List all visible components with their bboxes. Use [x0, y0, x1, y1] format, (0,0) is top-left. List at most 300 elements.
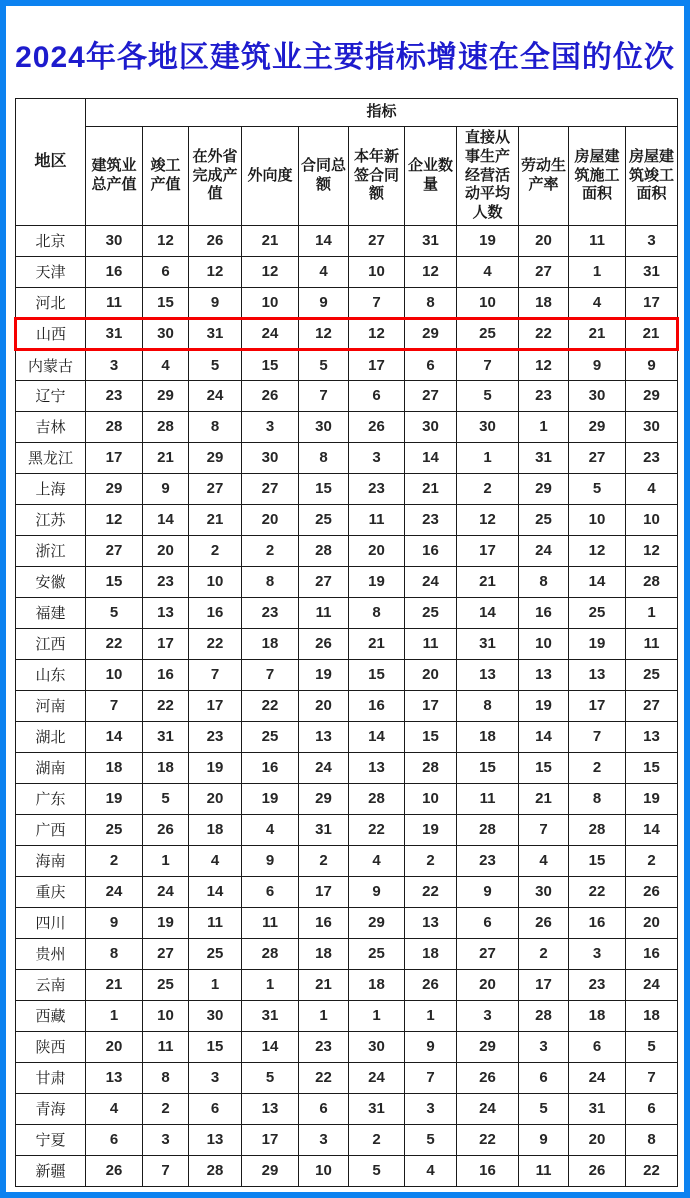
rank-cell: 22 [405, 876, 457, 907]
rank-cell: 17 [457, 535, 519, 566]
region-cell: 福建 [16, 597, 86, 628]
rank-cell: 31 [626, 256, 678, 287]
table-row [16, 535, 678, 566]
rank-cell: 31 [569, 1093, 626, 1124]
rank-cell: 18 [405, 938, 457, 969]
rank-cell: 16 [626, 938, 678, 969]
rank-cell: 8 [189, 411, 242, 442]
rank-cell: 13 [242, 1093, 299, 1124]
rank-cell: 8 [242, 566, 299, 597]
rank-cell: 21 [189, 504, 242, 535]
rank-cell: 4 [349, 845, 405, 876]
rank-cell: 22 [86, 628, 143, 659]
rank-cell: 14 [143, 504, 189, 535]
rank-cell: 10 [519, 628, 569, 659]
rank-cell: 2 [143, 1093, 189, 1124]
rank-cell: 12 [299, 318, 349, 349]
rank-cell: 25 [569, 597, 626, 628]
rank-cell: 24 [299, 752, 349, 783]
rank-cell: 13 [405, 907, 457, 938]
rank-cell: 13 [189, 1124, 242, 1155]
rank-cell: 5 [143, 783, 189, 814]
rank-cell: 29 [626, 380, 678, 411]
region-cell: 贵州 [16, 938, 86, 969]
rank-cell: 22 [626, 1155, 678, 1186]
rank-cell: 10 [405, 783, 457, 814]
rank-cell: 8 [405, 287, 457, 318]
table-row [16, 442, 678, 473]
rank-cell: 26 [349, 411, 405, 442]
rank-cell: 22 [299, 1062, 349, 1093]
rank-cell: 1 [519, 411, 569, 442]
rank-cell: 19 [299, 659, 349, 690]
region-cell: 甘肃 [16, 1062, 86, 1093]
rank-cell: 31 [519, 442, 569, 473]
rank-cell: 27 [405, 380, 457, 411]
region-cell: 广东 [16, 783, 86, 814]
rank-cell: 29 [569, 411, 626, 442]
table-header [16, 99, 678, 226]
rank-cell: 12 [457, 504, 519, 535]
rank-cell: 30 [519, 876, 569, 907]
table-row [16, 938, 678, 969]
rank-cell: 1 [242, 969, 299, 1000]
region-cell: 湖北 [16, 721, 86, 752]
rank-cell: 25 [349, 938, 405, 969]
region-cell: 云南 [16, 969, 86, 1000]
rank-cell: 11 [86, 287, 143, 318]
rank-cell: 28 [189, 1155, 242, 1186]
rank-cell: 16 [349, 690, 405, 721]
rank-cell: 15 [569, 845, 626, 876]
rank-cell: 7 [143, 1155, 189, 1186]
rank-cell: 19 [457, 225, 519, 256]
rank-cell: 30 [349, 1031, 405, 1062]
table-row [16, 907, 678, 938]
rank-cell: 20 [143, 535, 189, 566]
rank-cell: 21 [626, 318, 678, 349]
rank-cell: 4 [189, 845, 242, 876]
rank-cell: 18 [189, 814, 242, 845]
rank-cell: 11 [626, 628, 678, 659]
rank-cell: 9 [519, 1124, 569, 1155]
rank-cell: 23 [143, 566, 189, 597]
region-cell: 江西 [16, 628, 86, 659]
rank-cell: 9 [299, 287, 349, 318]
rank-cell: 15 [519, 752, 569, 783]
rank-cell: 11 [143, 1031, 189, 1062]
column-header: 本年新签合同额 [349, 127, 405, 226]
rank-cell: 26 [299, 628, 349, 659]
column-header: 在外省完成产值 [189, 127, 242, 226]
rank-cell: 22 [519, 318, 569, 349]
rank-cell: 13 [519, 659, 569, 690]
rank-cell: 4 [626, 473, 678, 504]
rank-cell: 15 [626, 752, 678, 783]
rank-cell: 5 [569, 473, 626, 504]
rank-cell: 30 [189, 1000, 242, 1031]
rank-cell: 31 [457, 628, 519, 659]
rank-cell: 29 [519, 473, 569, 504]
rank-cell: 21 [405, 473, 457, 504]
rank-cell: 24 [189, 380, 242, 411]
region-cell: 宁夏 [16, 1124, 86, 1155]
rank-cell: 23 [299, 1031, 349, 1062]
rank-cell: 8 [299, 442, 349, 473]
rank-cell: 25 [626, 659, 678, 690]
table-row [16, 969, 678, 1000]
rank-cell: 1 [349, 1000, 405, 1031]
rank-cell: 28 [299, 535, 349, 566]
rank-cell: 30 [242, 442, 299, 473]
rank-cell: 15 [457, 752, 519, 783]
column-header: 企业数量 [405, 127, 457, 226]
rank-cell: 15 [143, 287, 189, 318]
column-header-row [16, 127, 678, 226]
rank-cell: 3 [86, 349, 143, 380]
rank-cell: 24 [519, 535, 569, 566]
rank-cell: 13 [457, 659, 519, 690]
rankings-table [14, 98, 679, 1187]
rank-cell: 14 [626, 814, 678, 845]
rank-cell: 23 [626, 442, 678, 473]
region-cell: 北京 [16, 225, 86, 256]
rank-cell: 31 [242, 1000, 299, 1031]
table-row [16, 318, 678, 349]
rank-cell: 25 [189, 938, 242, 969]
rank-cell: 2 [626, 845, 678, 876]
rank-cell: 15 [349, 659, 405, 690]
rank-cell: 18 [143, 752, 189, 783]
rank-cell: 23 [519, 380, 569, 411]
table-row [16, 1062, 678, 1093]
rank-cell: 16 [189, 597, 242, 628]
rank-cell: 11 [349, 504, 405, 535]
rank-cell: 16 [242, 752, 299, 783]
rank-cell: 30 [86, 225, 143, 256]
rank-cell: 24 [242, 318, 299, 349]
rank-cell: 14 [405, 442, 457, 473]
rank-cell: 15 [86, 566, 143, 597]
rank-cell: 4 [242, 814, 299, 845]
rank-cell: 23 [349, 473, 405, 504]
rank-cell: 30 [569, 380, 626, 411]
rank-cell: 6 [405, 349, 457, 380]
rank-cell: 13 [299, 721, 349, 752]
rank-cell: 7 [242, 659, 299, 690]
rank-cell: 23 [189, 721, 242, 752]
rank-cell: 25 [143, 969, 189, 1000]
table-row [16, 628, 678, 659]
table-row [16, 1031, 678, 1062]
rank-cell: 14 [519, 721, 569, 752]
rank-cell: 29 [457, 1031, 519, 1062]
rank-cell: 22 [143, 690, 189, 721]
rank-cell: 24 [405, 566, 457, 597]
rank-cell: 18 [349, 969, 405, 1000]
rank-cell: 22 [242, 690, 299, 721]
region-header-cell: 地区 [16, 99, 86, 226]
rank-cell: 5 [86, 597, 143, 628]
rank-cell: 29 [143, 380, 189, 411]
column-header: 房屋建筑施工面积 [569, 127, 626, 226]
rank-cell: 18 [299, 938, 349, 969]
rank-cell: 21 [299, 969, 349, 1000]
rank-cell: 2 [349, 1124, 405, 1155]
rank-cell: 9 [86, 907, 143, 938]
rank-cell: 29 [189, 442, 242, 473]
rank-cell: 28 [405, 752, 457, 783]
rank-cell: 9 [405, 1031, 457, 1062]
rank-cell: 21 [349, 628, 405, 659]
rank-cell: 3 [189, 1062, 242, 1093]
region-cell: 青海 [16, 1093, 86, 1124]
rank-cell: 3 [349, 442, 405, 473]
table-row [16, 814, 678, 845]
rank-cell: 2 [457, 473, 519, 504]
rank-cell: 8 [569, 783, 626, 814]
rank-cell: 5 [299, 349, 349, 380]
rank-cell: 14 [242, 1031, 299, 1062]
rank-cell: 26 [457, 1062, 519, 1093]
rank-cell: 14 [569, 566, 626, 597]
rank-cell: 27 [86, 535, 143, 566]
table-row [16, 597, 678, 628]
rank-cell: 16 [299, 907, 349, 938]
region-cell: 河南 [16, 690, 86, 721]
column-header: 合同总额 [299, 127, 349, 226]
rank-cell: 6 [349, 380, 405, 411]
rank-cell: 11 [299, 597, 349, 628]
region-cell: 海南 [16, 845, 86, 876]
table-row [16, 380, 678, 411]
rank-cell: 28 [143, 411, 189, 442]
rank-cell: 20 [86, 1031, 143, 1062]
rank-cell: 20 [299, 690, 349, 721]
rank-cell: 14 [86, 721, 143, 752]
rank-cell: 10 [299, 1155, 349, 1186]
rank-cell: 3 [143, 1124, 189, 1155]
rank-cell: 17 [299, 876, 349, 907]
rank-cell: 11 [519, 1155, 569, 1186]
rank-cell: 2 [569, 752, 626, 783]
rank-cell: 9 [569, 349, 626, 380]
rank-cell: 5 [405, 1124, 457, 1155]
page-title: 2024年各地区建筑业主要指标增速在全国的位次 [15, 41, 675, 74]
rank-cell: 17 [626, 287, 678, 318]
rank-cell: 3 [626, 225, 678, 256]
rank-cell: 12 [242, 256, 299, 287]
rank-cell: 17 [405, 690, 457, 721]
rank-cell: 26 [189, 225, 242, 256]
region-cell: 安徽 [16, 566, 86, 597]
rank-cell: 11 [242, 907, 299, 938]
region-cell: 湖南 [16, 752, 86, 783]
rank-cell: 6 [86, 1124, 143, 1155]
rank-cell: 14 [299, 225, 349, 256]
rank-cell: 30 [405, 411, 457, 442]
rank-cell: 7 [626, 1062, 678, 1093]
region-cell: 陕西 [16, 1031, 86, 1062]
rank-cell: 26 [242, 380, 299, 411]
rank-cell: 11 [189, 907, 242, 938]
rank-cell: 4 [86, 1093, 143, 1124]
rank-cell: 29 [86, 473, 143, 504]
rank-cell: 1 [86, 1000, 143, 1031]
rank-cell: 20 [457, 969, 519, 1000]
table-row [16, 504, 678, 535]
rank-cell: 23 [457, 845, 519, 876]
rank-cell: 18 [626, 1000, 678, 1031]
rank-cell: 17 [189, 690, 242, 721]
rank-cell: 19 [569, 628, 626, 659]
region-cell: 浙江 [16, 535, 86, 566]
column-header: 房屋建筑竣工面积 [626, 127, 678, 226]
rank-cell: 4 [569, 287, 626, 318]
rank-cell: 26 [405, 969, 457, 1000]
rank-cell: 29 [242, 1155, 299, 1186]
rank-cell: 12 [519, 349, 569, 380]
rank-cell: 1 [569, 256, 626, 287]
rank-cell: 23 [405, 504, 457, 535]
rank-cell: 31 [143, 721, 189, 752]
rank-cell: 27 [457, 938, 519, 969]
rank-cell: 3 [519, 1031, 569, 1062]
rank-cell: 20 [242, 504, 299, 535]
rank-cell: 4 [299, 256, 349, 287]
table-row [16, 783, 678, 814]
rank-cell: 28 [349, 783, 405, 814]
rank-cell: 27 [143, 938, 189, 969]
rank-cell: 27 [519, 256, 569, 287]
table-row [16, 1093, 678, 1124]
rank-cell: 10 [86, 659, 143, 690]
rank-cell: 15 [242, 349, 299, 380]
rank-cell: 4 [457, 256, 519, 287]
rank-cell: 2 [86, 845, 143, 876]
rank-cell: 8 [86, 938, 143, 969]
rank-cell: 21 [519, 783, 569, 814]
rank-cell: 12 [405, 256, 457, 287]
column-header: 建筑业总产值 [86, 127, 143, 226]
rank-cell: 7 [457, 349, 519, 380]
table-row [16, 566, 678, 597]
table-row [16, 473, 678, 504]
rank-cell: 11 [405, 628, 457, 659]
region-cell: 重庆 [16, 876, 86, 907]
rankings-table-wrap [14, 98, 676, 1187]
rank-cell: 6 [626, 1093, 678, 1124]
rank-cell: 14 [349, 721, 405, 752]
rank-cell: 25 [242, 721, 299, 752]
rank-cell: 6 [457, 907, 519, 938]
rank-cell: 27 [349, 225, 405, 256]
rank-cell: 15 [299, 473, 349, 504]
rank-cell: 9 [626, 349, 678, 380]
region-cell: 吉林 [16, 411, 86, 442]
rank-cell: 17 [242, 1124, 299, 1155]
rank-cell: 12 [349, 318, 405, 349]
rank-cell: 16 [569, 907, 626, 938]
region-cell: 山西 [16, 318, 86, 349]
rank-cell: 10 [349, 256, 405, 287]
rank-cell: 14 [457, 597, 519, 628]
rank-cell: 27 [569, 442, 626, 473]
rank-cell: 21 [242, 225, 299, 256]
region-cell: 黑龙江 [16, 442, 86, 473]
rank-cell: 18 [86, 752, 143, 783]
rank-cell: 3 [569, 938, 626, 969]
rank-cell: 15 [405, 721, 457, 752]
table-body [16, 225, 678, 1186]
rank-cell: 5 [189, 349, 242, 380]
rank-cell: 20 [519, 225, 569, 256]
table-row [16, 349, 678, 380]
rank-cell: 31 [86, 318, 143, 349]
rank-cell: 19 [189, 752, 242, 783]
rank-cell: 7 [405, 1062, 457, 1093]
rank-cell: 20 [569, 1124, 626, 1155]
region-cell: 广西 [16, 814, 86, 845]
rank-cell: 9 [349, 876, 405, 907]
rank-cell: 21 [457, 566, 519, 597]
rank-cell: 31 [405, 225, 457, 256]
rank-cell: 13 [86, 1062, 143, 1093]
region-cell: 西藏 [16, 1000, 86, 1031]
rank-cell: 17 [349, 349, 405, 380]
column-header: 劳动生产率 [519, 127, 569, 226]
rank-cell: 3 [242, 411, 299, 442]
rank-cell: 19 [626, 783, 678, 814]
rank-cell: 28 [457, 814, 519, 845]
rank-cell: 26 [626, 876, 678, 907]
rank-cell: 6 [143, 256, 189, 287]
table-row [16, 690, 678, 721]
rank-cell: 5 [626, 1031, 678, 1062]
rank-cell: 16 [519, 597, 569, 628]
rank-cell: 23 [86, 380, 143, 411]
table-row [16, 411, 678, 442]
rank-cell: 16 [457, 1155, 519, 1186]
rank-cell: 1 [299, 1000, 349, 1031]
rank-cell: 25 [86, 814, 143, 845]
rank-cell: 10 [457, 287, 519, 318]
rank-cell: 12 [626, 535, 678, 566]
table-row [16, 876, 678, 907]
table-row [16, 721, 678, 752]
rank-cell: 9 [189, 287, 242, 318]
rank-cell: 8 [519, 566, 569, 597]
rank-cell: 16 [143, 659, 189, 690]
rank-cell: 14 [189, 876, 242, 907]
column-header: 外向度 [242, 127, 299, 226]
rank-cell: 17 [143, 628, 189, 659]
rank-cell: 10 [569, 504, 626, 535]
rank-cell: 13 [569, 659, 626, 690]
rank-cell: 22 [189, 628, 242, 659]
region-cell: 新疆 [16, 1155, 86, 1186]
rank-cell: 1 [457, 442, 519, 473]
rank-cell: 17 [86, 442, 143, 473]
rank-cell: 6 [569, 1031, 626, 1062]
rank-cell: 12 [86, 504, 143, 535]
column-header: 直接从事生产经营活动平均人数 [457, 127, 519, 226]
region-cell: 上海 [16, 473, 86, 504]
table-row [16, 1155, 678, 1186]
rank-cell: 26 [519, 907, 569, 938]
rank-cell: 26 [569, 1155, 626, 1186]
rank-cell: 13 [349, 752, 405, 783]
